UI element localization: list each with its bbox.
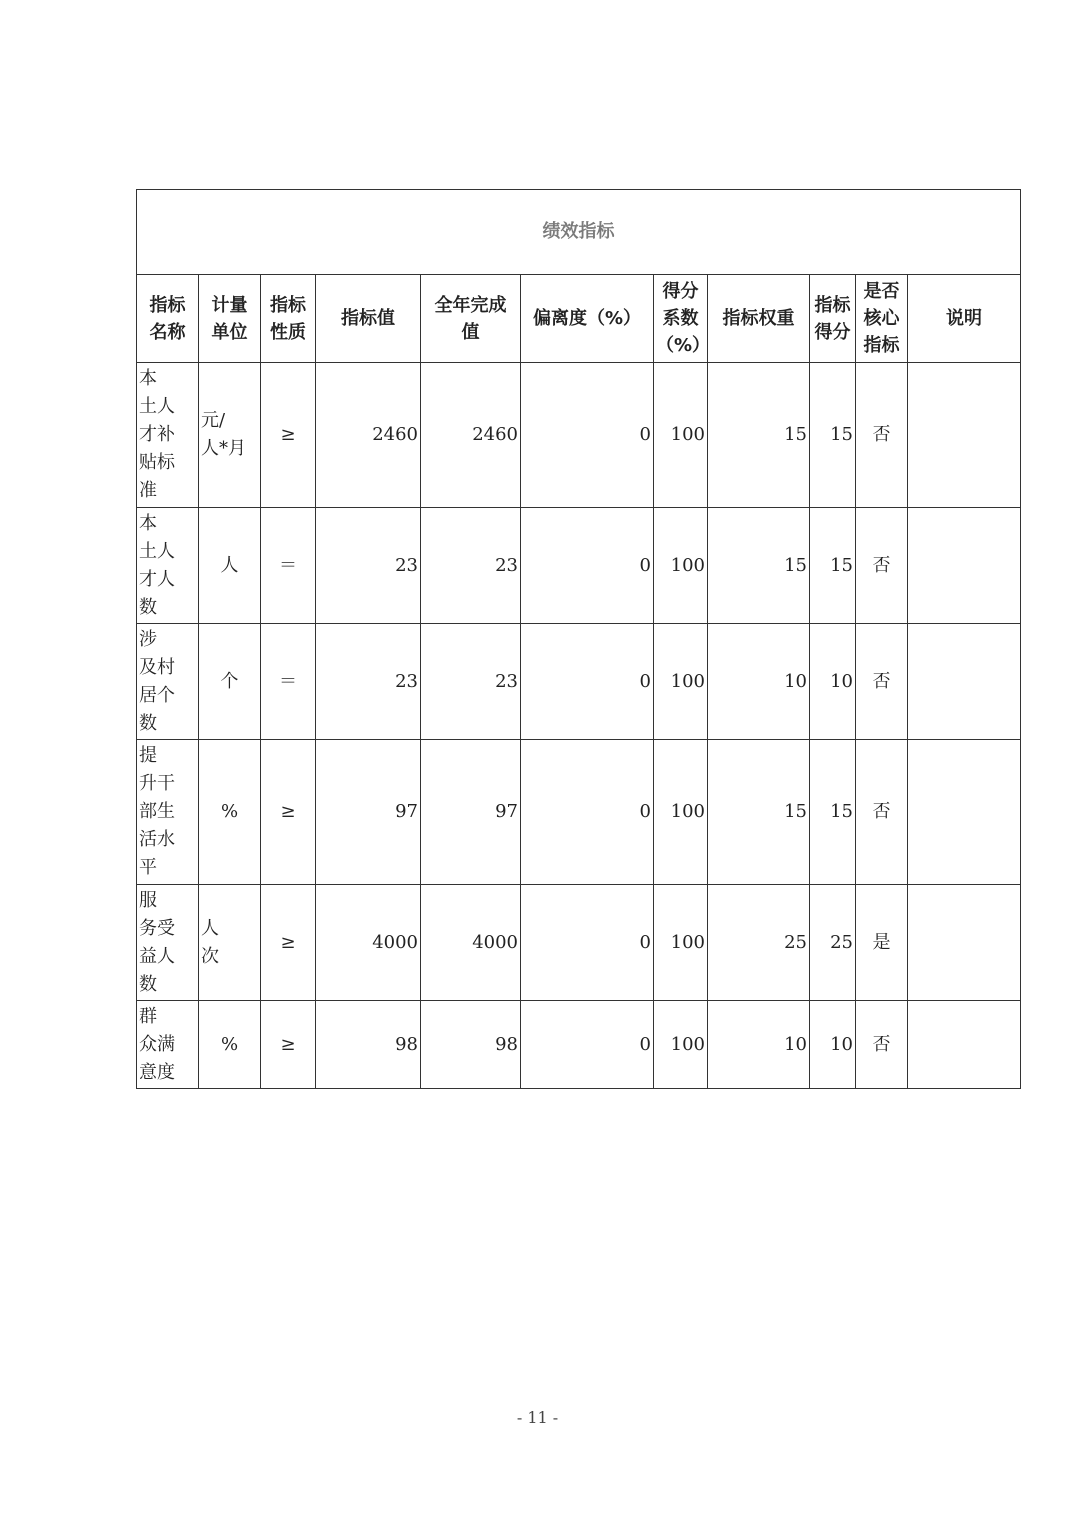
score-coefficient: 100 xyxy=(654,740,708,885)
note xyxy=(908,363,1021,508)
header-weight: 指标权重 xyxy=(708,275,810,363)
note xyxy=(908,885,1021,1001)
note xyxy=(908,1001,1021,1089)
weight: 10 xyxy=(708,624,810,740)
header-unit: 计量 单位 xyxy=(199,275,261,363)
target-value: 98 xyxy=(316,1001,421,1089)
target-value: 97 xyxy=(316,740,421,885)
annual-actual: 2460 xyxy=(421,363,521,508)
table-row xyxy=(137,885,1021,1001)
indicator-name: 群 众满 意度 xyxy=(137,1001,199,1089)
deviation: 0 xyxy=(521,740,654,885)
header-deviation: 偏离度（%） xyxy=(521,275,654,363)
indicator-name: 涉 及村 居个 数 xyxy=(137,624,199,740)
score: 10 xyxy=(810,1001,856,1089)
core-indicator: 否 xyxy=(856,363,908,508)
nature: ≥ xyxy=(261,885,316,1001)
weight: 10 xyxy=(708,1001,810,1089)
performance-indicator-table xyxy=(136,189,1021,1089)
table-row xyxy=(137,508,1021,624)
nature: ≥ xyxy=(261,740,316,885)
core-indicator: 否 xyxy=(856,508,908,624)
header-core-indicator: 是否 核心 指标 xyxy=(856,275,908,363)
score: 15 xyxy=(810,363,856,508)
unit: 人 xyxy=(199,508,261,624)
header-score: 指标 得分 xyxy=(810,275,856,363)
annual-actual: 23 xyxy=(421,624,521,740)
weight: 15 xyxy=(708,363,810,508)
deviation: 0 xyxy=(521,1001,654,1089)
annual-actual: 23 xyxy=(421,508,521,624)
header-nature: 指标 性质 xyxy=(261,275,316,363)
header-target-value: 指标值 xyxy=(316,275,421,363)
unit: 元/ 人*月 xyxy=(199,363,261,508)
table-row xyxy=(137,1001,1021,1089)
header-score-coefficient: 得分 系数 （%） xyxy=(654,275,708,363)
annual-actual: 98 xyxy=(421,1001,521,1089)
nature: ＝ xyxy=(261,508,316,624)
note xyxy=(908,624,1021,740)
core-indicator: 否 xyxy=(856,1001,908,1089)
header-annual-actual: 全年完成 值 xyxy=(421,275,521,363)
weight: 15 xyxy=(708,740,810,885)
score-coefficient: 100 xyxy=(654,885,708,1001)
weight: 25 xyxy=(708,885,810,1001)
note xyxy=(908,508,1021,624)
unit: % xyxy=(199,1001,261,1089)
target-value: 23 xyxy=(316,624,421,740)
score: 15 xyxy=(810,740,856,885)
annual-actual: 4000 xyxy=(421,885,521,1001)
table-title: 绩效指标 xyxy=(137,190,1021,275)
deviation: 0 xyxy=(521,624,654,740)
indicator-name: 提 升干 部生 活水 平 xyxy=(137,740,199,885)
unit: 人 次 xyxy=(199,885,261,1001)
deviation: 0 xyxy=(521,508,654,624)
indicator-name: 本 土人 才补 贴标 准 xyxy=(137,363,199,508)
score-coefficient: 100 xyxy=(654,508,708,624)
note xyxy=(908,740,1021,885)
header-indicator-name: 指标 名称 xyxy=(137,275,199,363)
table-row xyxy=(137,624,1021,740)
score: 10 xyxy=(810,624,856,740)
unit: 个 xyxy=(199,624,261,740)
score-coefficient: 100 xyxy=(654,624,708,740)
page-number: - 11 - xyxy=(516,1408,559,1427)
table-row xyxy=(137,740,1021,885)
annual-actual: 97 xyxy=(421,740,521,885)
deviation: 0 xyxy=(521,363,654,508)
score: 25 xyxy=(810,885,856,1001)
target-value: 4000 xyxy=(316,885,421,1001)
unit: % xyxy=(199,740,261,885)
score: 15 xyxy=(810,508,856,624)
table-row xyxy=(137,363,1021,508)
nature: ≥ xyxy=(261,363,316,508)
nature: ≥ xyxy=(261,1001,316,1089)
indicator-name: 本 土人 才人 数 xyxy=(137,508,199,624)
core-indicator: 是 xyxy=(856,885,908,1001)
target-value: 23 xyxy=(316,508,421,624)
header-note: 说明 xyxy=(908,275,1021,363)
deviation: 0 xyxy=(521,885,654,1001)
target-value: 2460 xyxy=(316,363,421,508)
core-indicator: 否 xyxy=(856,740,908,885)
nature: ＝ xyxy=(261,624,316,740)
score-coefficient: 100 xyxy=(654,1001,708,1089)
score-coefficient: 100 xyxy=(654,363,708,508)
header-row xyxy=(137,275,1021,363)
indicator-name: 服 务受 益人 数 xyxy=(137,885,199,1001)
core-indicator: 否 xyxy=(856,624,908,740)
weight: 15 xyxy=(708,508,810,624)
